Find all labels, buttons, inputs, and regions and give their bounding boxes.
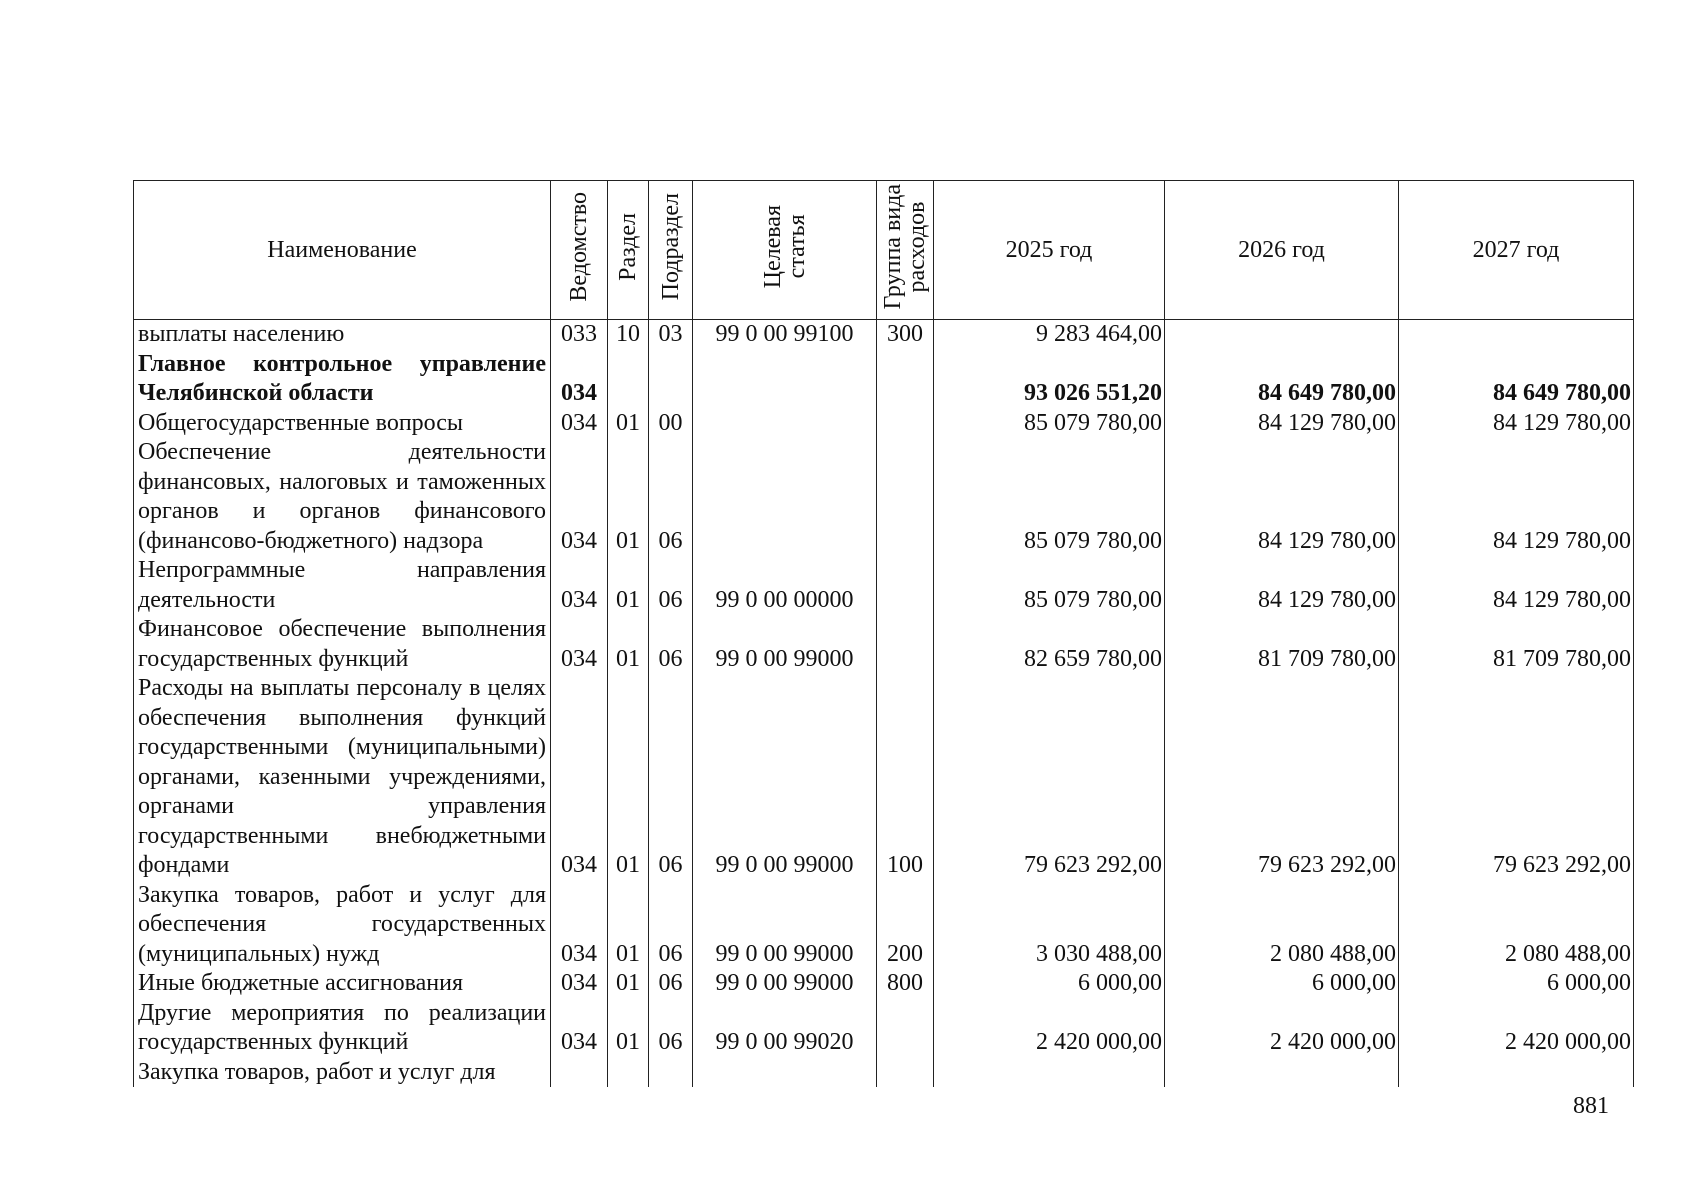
cell-dept: 034 xyxy=(551,409,608,439)
cell-2027: 2 080 488,00 xyxy=(1399,881,1634,970)
cell-subsection xyxy=(649,1058,693,1088)
cell-target xyxy=(693,1058,877,1088)
cell-2025: 2 420 000,00 xyxy=(934,999,1165,1058)
cell-group xyxy=(877,1058,934,1088)
cell-section xyxy=(608,350,649,409)
cell-2026: 6 000,00 xyxy=(1165,969,1399,999)
cell-2026: 84 129 780,00 xyxy=(1165,556,1399,615)
cell-subsection: 06 xyxy=(649,999,693,1058)
cell-group xyxy=(877,350,934,409)
cell-2025: 6 000,00 xyxy=(934,969,1165,999)
cell-subsection xyxy=(649,350,693,409)
cell-group: 200 xyxy=(877,881,934,970)
cell-dept xyxy=(551,1058,608,1088)
cell-2026: 2 420 000,00 xyxy=(1165,999,1399,1058)
cell-section: 01 xyxy=(608,881,649,970)
cell-2025: 82 659 780,00 xyxy=(934,615,1165,674)
cell-target: 99 0 00 00000 xyxy=(693,556,877,615)
header-section: Раздел xyxy=(608,181,649,320)
table-header-row xyxy=(134,181,1634,320)
cell-name: Финансовое обеспечение выполнения государственных функций xyxy=(134,615,551,674)
cell-group xyxy=(877,409,934,439)
cell-name: Общегосударственные вопросы xyxy=(134,409,551,439)
cell-name: Непрограммные направления деятельности xyxy=(134,556,551,615)
cell-2025: 93 026 551,20 xyxy=(934,350,1165,409)
cell-section: 01 xyxy=(608,615,649,674)
cell-2027: 79 623 292,00 xyxy=(1399,674,1634,881)
cell-2027 xyxy=(1399,1058,1634,1088)
table-row xyxy=(134,999,1634,1058)
cell-name: Другие мероприятия по реализации государственных функций xyxy=(134,999,551,1058)
cell-section: 01 xyxy=(608,999,649,1058)
cell-2026: 84 649 780,00 xyxy=(1165,350,1399,409)
cell-2027: 6 000,00 xyxy=(1399,969,1634,999)
header-2025: 2025 год xyxy=(934,181,1165,320)
cell-2027: 84 129 780,00 xyxy=(1399,438,1634,556)
cell-dept: 034 xyxy=(551,674,608,881)
cell-subsection: 00 xyxy=(649,409,693,439)
cell-dept: 034 xyxy=(551,438,608,556)
cell-2026: 84 129 780,00 xyxy=(1165,438,1399,556)
cell-name: Расходы на выплаты персоналу в целях обеспечения выполнения функций государственными (муниципальными) органами, казенными учреждениями, органами управления государственными внебюджетными фондами xyxy=(134,674,551,881)
cell-name: Главное контрольное управление Челябинской области xyxy=(134,350,551,409)
table-row xyxy=(134,320,1634,350)
cell-2027: 84 129 780,00 xyxy=(1399,556,1634,615)
cell-2026: 2 080 488,00 xyxy=(1165,881,1399,970)
table-row xyxy=(134,350,1634,409)
cell-name: Закупка товаров, работ и услуг для обеспечения государственных (муниципальных) нужд xyxy=(134,881,551,970)
cell-2025: 85 079 780,00 xyxy=(934,556,1165,615)
cell-subsection: 06 xyxy=(649,556,693,615)
table-row xyxy=(134,969,1634,999)
cell-2025: 79 623 292,00 xyxy=(934,674,1165,881)
header-group: Группа вида расходов xyxy=(877,181,934,320)
cell-section: 01 xyxy=(608,409,649,439)
cell-section: 01 xyxy=(608,556,649,615)
cell-target: 99 0 00 99000 xyxy=(693,615,877,674)
cell-group: 800 xyxy=(877,969,934,999)
cell-target: 99 0 00 99000 xyxy=(693,969,877,999)
table-row xyxy=(134,881,1634,970)
cell-2027: 84 129 780,00 xyxy=(1399,409,1634,439)
table-row xyxy=(134,1058,1634,1088)
cell-target xyxy=(693,438,877,556)
header-target: Целевая статья xyxy=(693,181,877,320)
cell-section: 01 xyxy=(608,674,649,881)
cell-2027: 2 420 000,00 xyxy=(1399,999,1634,1058)
cell-2027: 81 709 780,00 xyxy=(1399,615,1634,674)
cell-2026: 79 623 292,00 xyxy=(1165,674,1399,881)
cell-2026: 81 709 780,00 xyxy=(1165,615,1399,674)
cell-2025: 85 079 780,00 xyxy=(934,409,1165,439)
cell-subsection: 06 xyxy=(649,674,693,881)
cell-name: Иные бюджетные ассигнования xyxy=(134,969,551,999)
cell-section: 01 xyxy=(608,969,649,999)
cell-2026: 84 129 780,00 xyxy=(1165,409,1399,439)
cell-group: 300 xyxy=(877,320,934,350)
cell-2027: 84 649 780,00 xyxy=(1399,350,1634,409)
cell-subsection: 06 xyxy=(649,969,693,999)
budget-table xyxy=(133,180,1634,1087)
cell-2025: 85 079 780,00 xyxy=(934,438,1165,556)
cell-dept: 034 xyxy=(551,615,608,674)
cell-dept: 034 xyxy=(551,969,608,999)
header-2026: 2026 год xyxy=(1165,181,1399,320)
cell-dept: 033 xyxy=(551,320,608,350)
cell-group xyxy=(877,615,934,674)
cell-2026 xyxy=(1165,320,1399,350)
cell-section: 01 xyxy=(608,438,649,556)
cell-2025 xyxy=(934,1058,1165,1088)
header-name: Наименование xyxy=(134,181,551,320)
cell-name: выплаты населению xyxy=(134,320,551,350)
table-row xyxy=(134,615,1634,674)
table-row xyxy=(134,409,1634,439)
header-2027: 2027 год xyxy=(1399,181,1634,320)
cell-subsection: 06 xyxy=(649,881,693,970)
cell-group xyxy=(877,556,934,615)
cell-group xyxy=(877,999,934,1058)
cell-target: 99 0 00 99100 xyxy=(693,320,877,350)
header-dept: Ведомство xyxy=(551,181,608,320)
cell-subsection: 03 xyxy=(649,320,693,350)
cell-target: 99 0 00 99020 xyxy=(693,999,877,1058)
cell-dept: 034 xyxy=(551,999,608,1058)
cell-2025: 9 283 464,00 xyxy=(934,320,1165,350)
cell-name: Обеспечение деятельности финансовых, налоговых и таможенных органов и органов финансового (финансово-бюджетного) надзора xyxy=(134,438,551,556)
cell-group: 100 xyxy=(877,674,934,881)
cell-section xyxy=(608,1058,649,1088)
table-row xyxy=(134,556,1634,615)
cell-target xyxy=(693,350,877,409)
cell-section: 10 xyxy=(608,320,649,350)
cell-subsection: 06 xyxy=(649,615,693,674)
cell-dept: 034 xyxy=(551,556,608,615)
cell-2025: 3 030 488,00 xyxy=(934,881,1165,970)
cell-target xyxy=(693,409,877,439)
cell-group xyxy=(877,438,934,556)
table-row xyxy=(134,438,1634,556)
header-subsection: Подраздел xyxy=(649,181,693,320)
cell-target: 99 0 00 99000 xyxy=(693,881,877,970)
cell-2027 xyxy=(1399,320,1634,350)
cell-dept: 034 xyxy=(551,350,608,409)
cell-subsection: 06 xyxy=(649,438,693,556)
cell-2026 xyxy=(1165,1058,1399,1088)
cell-dept: 034 xyxy=(551,881,608,970)
page-number: 881 xyxy=(1573,1093,1609,1119)
table-row xyxy=(134,674,1634,881)
cell-name: Закупка товаров, работ и услуг для xyxy=(134,1058,551,1088)
cell-target: 99 0 00 99000 xyxy=(693,674,877,881)
